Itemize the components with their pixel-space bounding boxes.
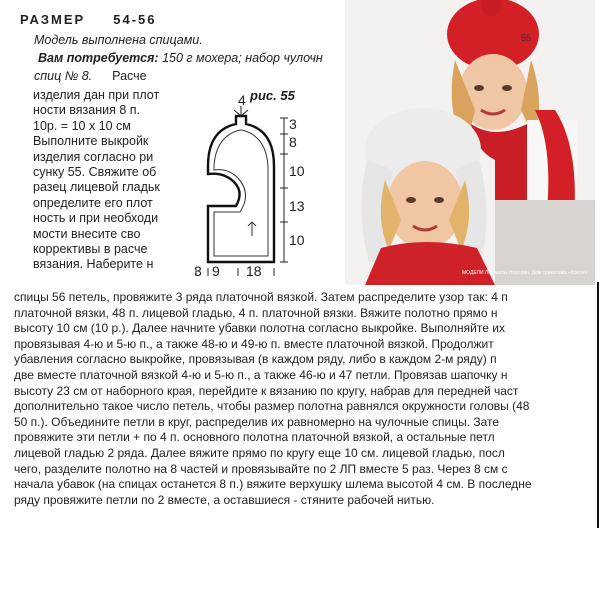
column-line: ность и при необходи	[33, 211, 159, 226]
dim-right-1: 3	[289, 116, 297, 132]
body-line: чего, разделите полотно на 8 частей и провязывайте по 2 ЛП вместе 5 раз. Через 8 см с	[14, 461, 508, 476]
body-line: провяжите эти петли + по 4 п. основного полотна платочной вязкой, а остальные петл	[14, 430, 495, 445]
body-line: 50 п.). Объедините петли в круг, распределив их равномерно на чулочные спицы. Зате	[14, 414, 500, 429]
model-photo	[345, 0, 595, 285]
dim-bottom-2: 9	[212, 263, 220, 279]
page-number: 55	[521, 33, 532, 43]
instructions-text	[14, 290, 600, 508]
dim-right-4: 13	[289, 198, 305, 214]
needle-line	[34, 69, 147, 83]
materials-label: Вам потребуется:	[38, 51, 159, 65]
column-rule	[597, 282, 599, 528]
needle-size: спиц № 8.	[34, 69, 93, 83]
body-line: платочной вязки, 48 п. лицевой гладью, 4 п. платочной вязки. Вяжите полотно прямо н	[14, 305, 498, 320]
materials-line	[38, 51, 323, 65]
dim-bottom-1: 3	[194, 263, 202, 279]
column-line: мости внесите сво	[33, 226, 141, 241]
body-line: спицы 56 петель, провяжите 3 ряда платочной вязкой. Затем распределите узор так: 4 п	[14, 290, 508, 304]
body-line: провязывая 4-ю и 5-ю п., а также 48-ю и 49-ю п. вместе платочной вязкой. Продолжит	[14, 336, 494, 351]
column-line: определите его плот	[33, 195, 153, 210]
size-heading	[20, 12, 156, 27]
body-line: дополнительно такое число петель, чтобы размер полотна равнялся окружности головы (48	[14, 399, 530, 414]
body-line: высоту 23 см от наборного края, перейдите к вязанию по кругу, набрав для передней част	[14, 383, 519, 398]
dim-right-2: 8	[289, 134, 297, 150]
column-line: изделия согласно ри	[33, 149, 154, 164]
figure-label: рис. 55	[250, 88, 295, 103]
column-line: вязания. Наберите н	[33, 257, 154, 272]
body-line: ряду провяжите петли по 2 вместе, а оставшиеся - стяните рабочей нитью.	[14, 492, 435, 507]
model-note: Модель выполнена спицами.	[34, 33, 203, 47]
column-line: коррективы в расче	[33, 242, 148, 257]
size-label: РАЗМЕР	[20, 12, 86, 27]
materials-value: 150 г мохера; набор чулочн	[162, 51, 323, 65]
body-line: убавления согласно выкройке, провязывая (в каждом ряду, либо в каждом 2-м ряду) п	[14, 352, 497, 367]
dim-right-5: 10	[289, 232, 305, 248]
dim-top: 4	[238, 92, 246, 108]
hat-pattern-diagram	[176, 86, 346, 286]
column-line: Выполните выкройк	[33, 134, 149, 149]
column-line: изделия дан при плот	[33, 88, 160, 102]
column-line: 10р. = 10 х 10 см	[33, 118, 131, 133]
size-value: 54-56	[113, 12, 157, 27]
body-line: начала убавок (на спицах останется 8 п.) вяжите верхушку шлема высотой 4 см. В последне	[14, 477, 532, 492]
left-column-text	[33, 88, 173, 273]
photo-credit: МОДЕЛИ Людмилы Норсоян, Дом трикотажа «Кокон»	[462, 270, 588, 276]
dim-bottom-3: 18	[246, 263, 262, 279]
column-line: разец лицевой гладьк	[33, 180, 160, 195]
column-line: ности вязания 8 п.	[33, 103, 141, 118]
dim-right-3: 10	[289, 163, 305, 179]
body-line: лицевой гладью 2 ряда. Далее вяжите прямо по кругу еще 10 см. лицевой гладью, посл	[14, 445, 505, 460]
body-line: две вместе платочной вязкой 4-ю и 5-ю п., а также 46-ю и 47 петли. Провязав шапочку н	[14, 367, 508, 382]
needle-rest: Расче	[112, 69, 147, 83]
column-line: сунку 55. Свяжите об	[33, 165, 157, 180]
body-line: высоту 10 см (10 р.). Далее начните убавки полотна согласно выкройке. Выполняйте их	[14, 321, 505, 336]
